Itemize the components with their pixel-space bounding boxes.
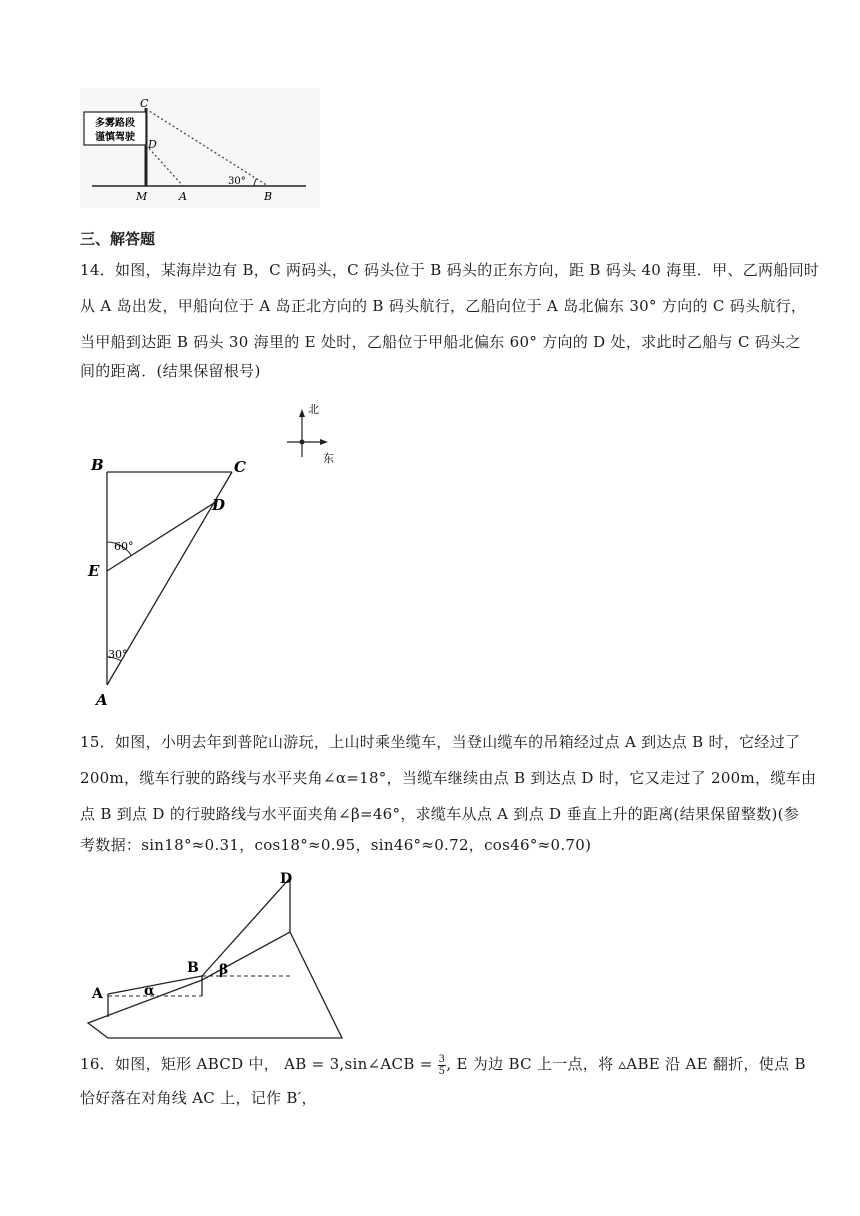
q16-line1 (80, 1048, 806, 1080)
compass-north-label: 北 (308, 403, 319, 416)
q16-line2: 恰好落在对角线 AC 上，记作 B′， (80, 1089, 317, 1107)
q15-line3: 点 B 到点 D 的行驶路线与水平面夹角∠β=46°，求缆车从点 A 到点 D 垂直上升的距离(结果保留整数)(参 (80, 805, 800, 823)
compass-east-arrow-icon (320, 439, 328, 445)
q14-line3: 当甲船到达距 B 码头 30 海里的 E 处时，乙船位于甲船北偏东 60° 方向的 D 处，求此时乙船与 C 码头之 (80, 333, 801, 351)
angle-label-60: 60° (114, 540, 134, 553)
q14-line2: 从 A 岛出发，甲船向位于 A 岛正北方向的 B 码头航行，乙船向位于 A 岛北偏东 30° 方向的 C 码头航行， (80, 297, 807, 315)
label-c: C (140, 97, 149, 110)
fig13-background (80, 88, 320, 208)
fig13-diagram (80, 88, 320, 208)
fog-sign-line1: 多雾路段 (95, 118, 135, 129)
label-d: D (212, 496, 226, 514)
label-b: B (91, 456, 104, 474)
label-beta: β (219, 962, 229, 978)
cable-bd (202, 878, 290, 976)
fig14-diagram (80, 395, 360, 715)
q14-line1: 14．如图，某海岸边有 B，C 两码头，C 码头位于 B 码头的正东方向，距 B 码头 40 海里．甲、乙两船同时 (80, 261, 820, 279)
compass (287, 403, 334, 465)
fraction-numerator: 3 (438, 1053, 446, 1065)
q16-line1-start: 16．如图，矩形 ABCD 中， AB = 3,sin∠ACB = (80, 1055, 438, 1073)
label-b: B (187, 960, 199, 976)
segment-ed (107, 503, 214, 571)
label-a: A (92, 986, 103, 1002)
q15-line2: 200m，缆车行驶的路线与水平夹角∠α=18°，当缆车继续由点 B 到达点 D 时，它又走过了 200m，缆车由 (80, 769, 817, 787)
angle-label-30: 30° (108, 648, 128, 661)
q16-line1-end: , E 为边 BC 上一点，将 ▵ABE 沿 AE 翻折，使点 B (446, 1055, 806, 1073)
angle-label-30: 30° (228, 176, 246, 187)
compass-east-label: 东 (323, 452, 334, 465)
fog-sign-line2: 谨慎驾驶 (95, 132, 135, 143)
section-title: 三、解答题 (80, 230, 156, 248)
label-d: D (148, 138, 157, 151)
compass-north-arrow-icon (299, 409, 305, 417)
fraction-denominator: 5 (438, 1065, 446, 1077)
q15-line4: 考数据：sin18°≈0.31，cos18°≈0.95，sin46°≈0.72，cos46°≈0.70) (80, 836, 592, 854)
mountain-outline (88, 932, 342, 1038)
fig15-diagram (80, 866, 360, 1046)
q14-line4: 间的距离．(结果保留根号) (80, 362, 261, 380)
label-d: D (280, 871, 293, 887)
label-alpha: α (144, 983, 155, 999)
label-a: A (179, 190, 187, 203)
label-c: C (234, 458, 246, 476)
label-b: B (264, 190, 273, 203)
compass-center-dot (300, 440, 305, 445)
label-m: M (136, 190, 148, 203)
label-a: A (96, 691, 108, 709)
q15-line1: 15．如图，小明去年到普陀山游玩，上山时乘坐缆车，当登山缆车的吊箱经过点 A 到达点 B 时，它经过了 (80, 733, 801, 751)
label-e: E (88, 562, 100, 580)
